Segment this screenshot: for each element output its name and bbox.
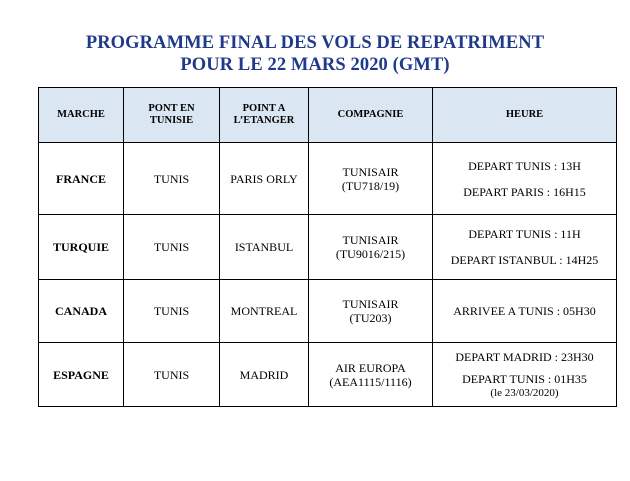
table-row xyxy=(39,343,617,407)
cell-compagnie xyxy=(309,343,433,407)
page-title: PROGRAMME FINAL DES VOLS DE REPATRIMENT xyxy=(85,33,545,53)
cell-point: MADRID xyxy=(220,343,309,407)
spacer xyxy=(437,173,612,185)
cell-heure xyxy=(433,343,617,407)
flights-table xyxy=(38,87,617,407)
cell-pont: TUNIS xyxy=(124,343,220,407)
time-line: DEPART ISTANBUL : 14H25 xyxy=(450,253,599,267)
cell-point: ISTANBUL xyxy=(220,215,309,280)
spacer xyxy=(437,364,612,372)
flight-number: (AEA1115/1116) xyxy=(329,374,412,389)
table-row xyxy=(39,143,617,215)
header-point-line2: L’ETANGER xyxy=(233,115,295,126)
cell-marche: FRANCE xyxy=(39,143,124,215)
cell-marche: TURQUIE xyxy=(39,215,124,280)
header-pont-line1: PONT EN xyxy=(148,103,195,114)
cell-marche: CANADA xyxy=(39,280,124,343)
page-subtitle: POUR LE 22 MARS 2020 (GMT) xyxy=(180,55,450,75)
cell-pont: TUNIS xyxy=(124,215,220,280)
cell-pont: TUNIS xyxy=(124,143,220,215)
table-header xyxy=(39,88,617,143)
cell-pont: TUNIS xyxy=(124,280,220,343)
flight-number: (TU203) xyxy=(349,311,392,325)
table-row xyxy=(39,280,617,343)
time-line: DEPART TUNIS : 11H xyxy=(468,227,581,241)
cell-heure xyxy=(433,280,617,343)
time-line: ARRIVEE A TUNIS : 05H30 xyxy=(453,304,596,318)
header-row xyxy=(39,88,617,143)
flight-number: (TU9016/215) xyxy=(335,247,406,261)
header-heure: HEURE xyxy=(433,88,617,143)
cell-compagnie xyxy=(309,215,433,280)
header-pont-line2: TUNISIE xyxy=(149,115,194,126)
cell-compagnie xyxy=(309,280,433,343)
header-marche: MARCHE xyxy=(39,88,124,143)
airline-name: AIR EUROPA xyxy=(335,360,406,375)
header-point-line1: POINT A xyxy=(242,103,286,114)
flight-number: (TU718/19) xyxy=(341,178,400,193)
header-point xyxy=(220,88,309,143)
cell-point: MONTREAL xyxy=(220,280,309,343)
time-line: DEPART TUNIS : 01H35 xyxy=(462,371,587,386)
cell-heure xyxy=(433,143,617,215)
table-row xyxy=(39,215,617,280)
date-note: (le 23/03/2020) xyxy=(490,386,559,399)
cell-compagnie xyxy=(309,143,433,215)
time-line: DEPART TUNIS : 13H xyxy=(468,158,581,173)
time-line: DEPART MADRID : 23H30 xyxy=(455,349,594,364)
header-compagnie: COMPAGNIE xyxy=(309,88,433,143)
cell-heure xyxy=(433,215,617,280)
airline-name: TUNISAIR xyxy=(342,297,399,311)
cell-marche: ESPAGNE xyxy=(39,343,124,407)
cell-point: PARIS ORLY xyxy=(220,143,309,215)
spacer xyxy=(437,241,612,253)
airline-name: TUNISAIR xyxy=(342,233,399,247)
table-body xyxy=(39,143,617,407)
time-line: DEPART PARIS : 16H15 xyxy=(463,184,586,199)
header-pont xyxy=(124,88,220,143)
airline-name: TUNISAIR xyxy=(342,164,399,179)
